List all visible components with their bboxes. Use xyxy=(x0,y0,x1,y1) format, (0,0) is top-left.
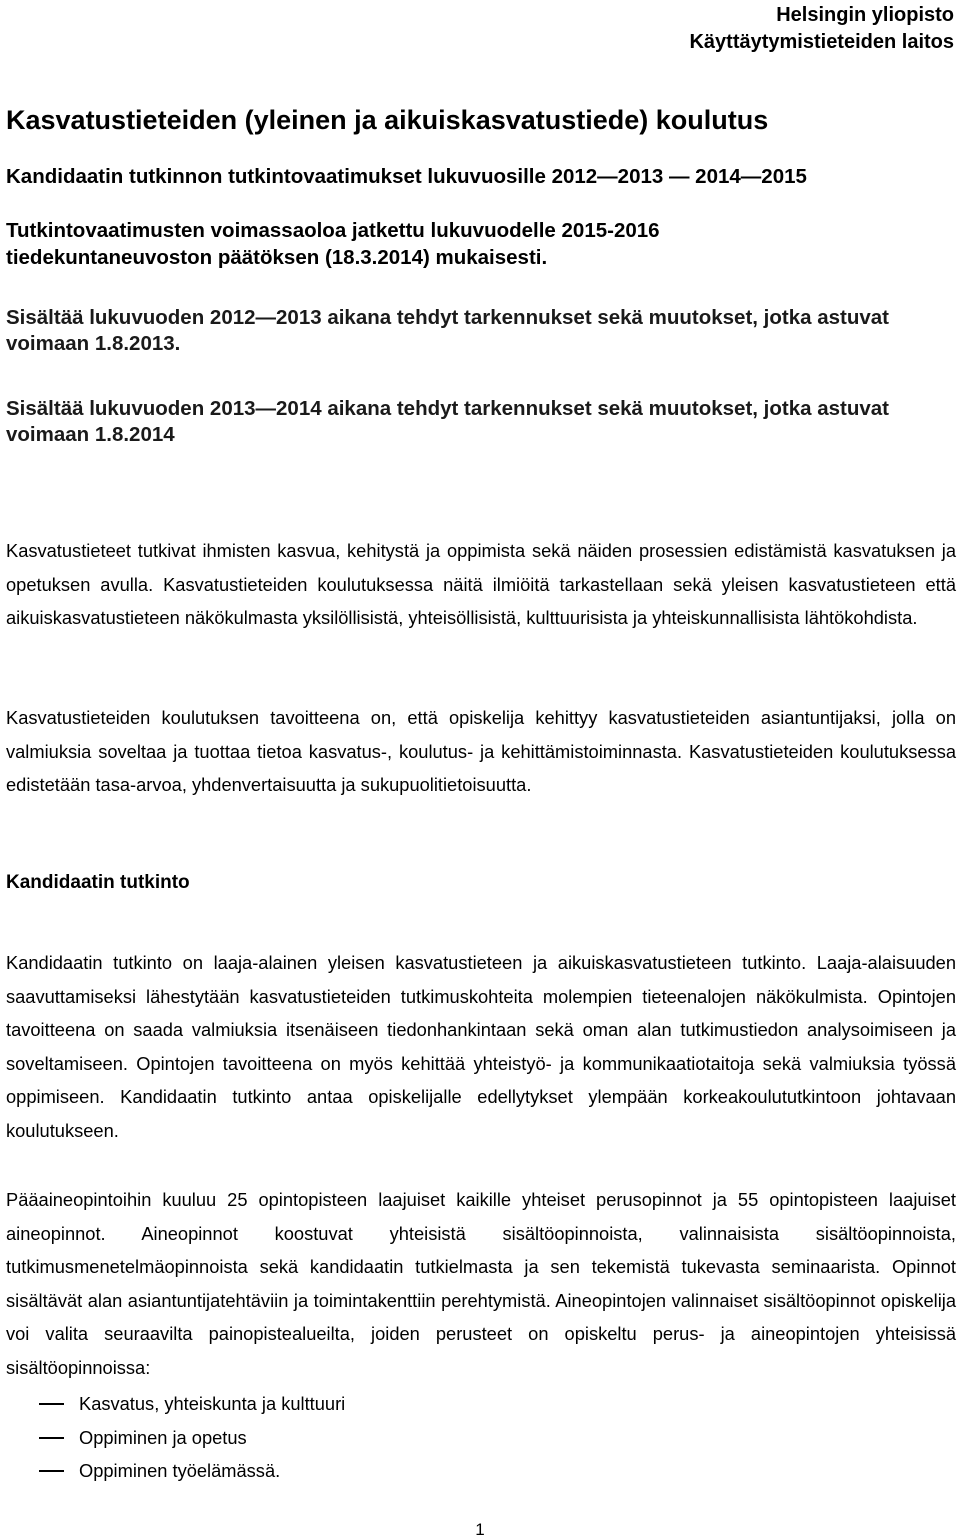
dash-bullet-icon xyxy=(39,1470,64,1472)
department-name: Käyttäytymistieteiden laitos xyxy=(689,31,954,53)
paragraph-program-goal: Kasvatustieteiden koulutuksen tavoitteena on, että opiskelija kehittyy kasvatustieteiden asiantuntijaksi, jolla on valmiuksia soveltaa ja tuottaa tietoa kasvatus-, koulutus- ja kehittämistoiminnasta. Kasvatustieteiden koulutuksessa edistetään tasa-arvoa, yhdenvertaisuutta ja sukupuolitietoisuutta. xyxy=(6,707,956,795)
institution-name: Helsingin yliopisto xyxy=(776,4,954,26)
revision-note-2014: Sisältää lukuvuoden 2013—2014 aikana tehdyt tarkennukset sekä muutokset, jotka astuvat voimaan 1.8.2014 xyxy=(6,397,890,446)
paragraph-degree-description: Kandidaatin tutkinto on laaja-alainen yleisen kasvatustieteen ja aikuiskasvatustieteen tutkinto. Laaja-alaisuuden saavuttamiseksi lähestytään kasvatustieteiden tutkimuskohteita molempien tieteenalojen näkökulmista. Opintojen tavoitteena on saada valmiuksia itsenäiseen tiedonhankintaan sekä oman alan tutkimustiedon analysoimiseen ja soveltamiseen. Opintojen tavoitteena on myös kehittää yhteistyö- ja kommunikaatiotaitoja sekä valmiuksia työssä oppimiseen. Kandidaatin tutkinto antaa opiskelijalle edellytykset ylempään korkeakoulututkintoon johtavaan koulutukseen. xyxy=(6,952,956,1141)
validity-line-2: tiedekuntaneuvoston päätöksen (18.3.2014) mukaisesti. xyxy=(6,246,548,269)
document-subtitle: Kandidaatin tutkinnon tutkintovaatimukset lukuvuosille 2012—2013 — 2014—2015 xyxy=(6,165,807,188)
list-item xyxy=(6,1421,946,1455)
section-heading: Kandidaatin tutkinto xyxy=(6,872,190,893)
focus-area-list xyxy=(6,1387,946,1488)
validity-line-1: Tutkintovaatimusten voimassaoloa jatkettu lukuvuodelle 2015-2016 xyxy=(6,219,660,242)
page-number: 1 xyxy=(475,1520,485,1539)
page-header xyxy=(689,2,954,56)
dash-bullet-icon xyxy=(39,1403,64,1405)
list-item xyxy=(6,1387,946,1421)
revision-note-2013: Sisältää lukuvuoden 2012—2013 aikana tehdyt tarkennukset sekä muutokset, jotka astuvat voimaan 1.8.2013. xyxy=(6,306,890,355)
list-item-label: Kasvatus, yhteiskunta ja kulttuuri xyxy=(79,1393,346,1414)
paragraph-major-studies: Pääaineopintoihin kuuluu 25 opintopisteen laajuiset kaikille yhteiset perusopinnot ja 55 opintopisteen laajuiset aineopinnot. Aineopinnot koostuvat yhteisistä sisältöopinnoista, valinnaisista sisältöopinnoista, tutkimusmenetelmäopinnoista sekä kandidaatin tutkielmasta ja sen tekemistä tukevasta seminaarista. Opinnot sisältävät alan asiantuntijatehtäviin ja toimintakenttiin perehtymistä. Aineopintojen valinnaiset sisältöopinnot opiskelija voi valita seuraavilta painopistealueilta, joiden perusteet on opiskeltu perus- ja aineopintojen yhteisissä sisältöopinnoissa: xyxy=(6,1189,956,1378)
document-title: Kasvatustieteiden (yleinen ja aikuiskasvatustiede) koulutus xyxy=(6,105,769,135)
list-item-label: Oppiminen ja opetus xyxy=(79,1426,247,1448)
dash-bullet-icon xyxy=(39,1437,64,1439)
list-item xyxy=(6,1454,946,1488)
list-item-label: Oppiminen työelämässä. xyxy=(79,1460,281,1481)
paragraph-field-description: Kasvatustieteet tutkivat ihmisten kasvua, kehitystä ja oppimista sekä näiden prosessien edistämistä kasvatuksen ja opetuksen avulla. Kasvatustieteiden koulutuksessa näitä ilmiöitä tarkastellaan sekä yleisen kasvatustieteen että aikuiskasvatustieteen näkökulmasta yksilöllisistä, yhteisöllisistä, kulttuurisista ja yhteiskunnallisista lähtökohdista. xyxy=(6,540,956,628)
